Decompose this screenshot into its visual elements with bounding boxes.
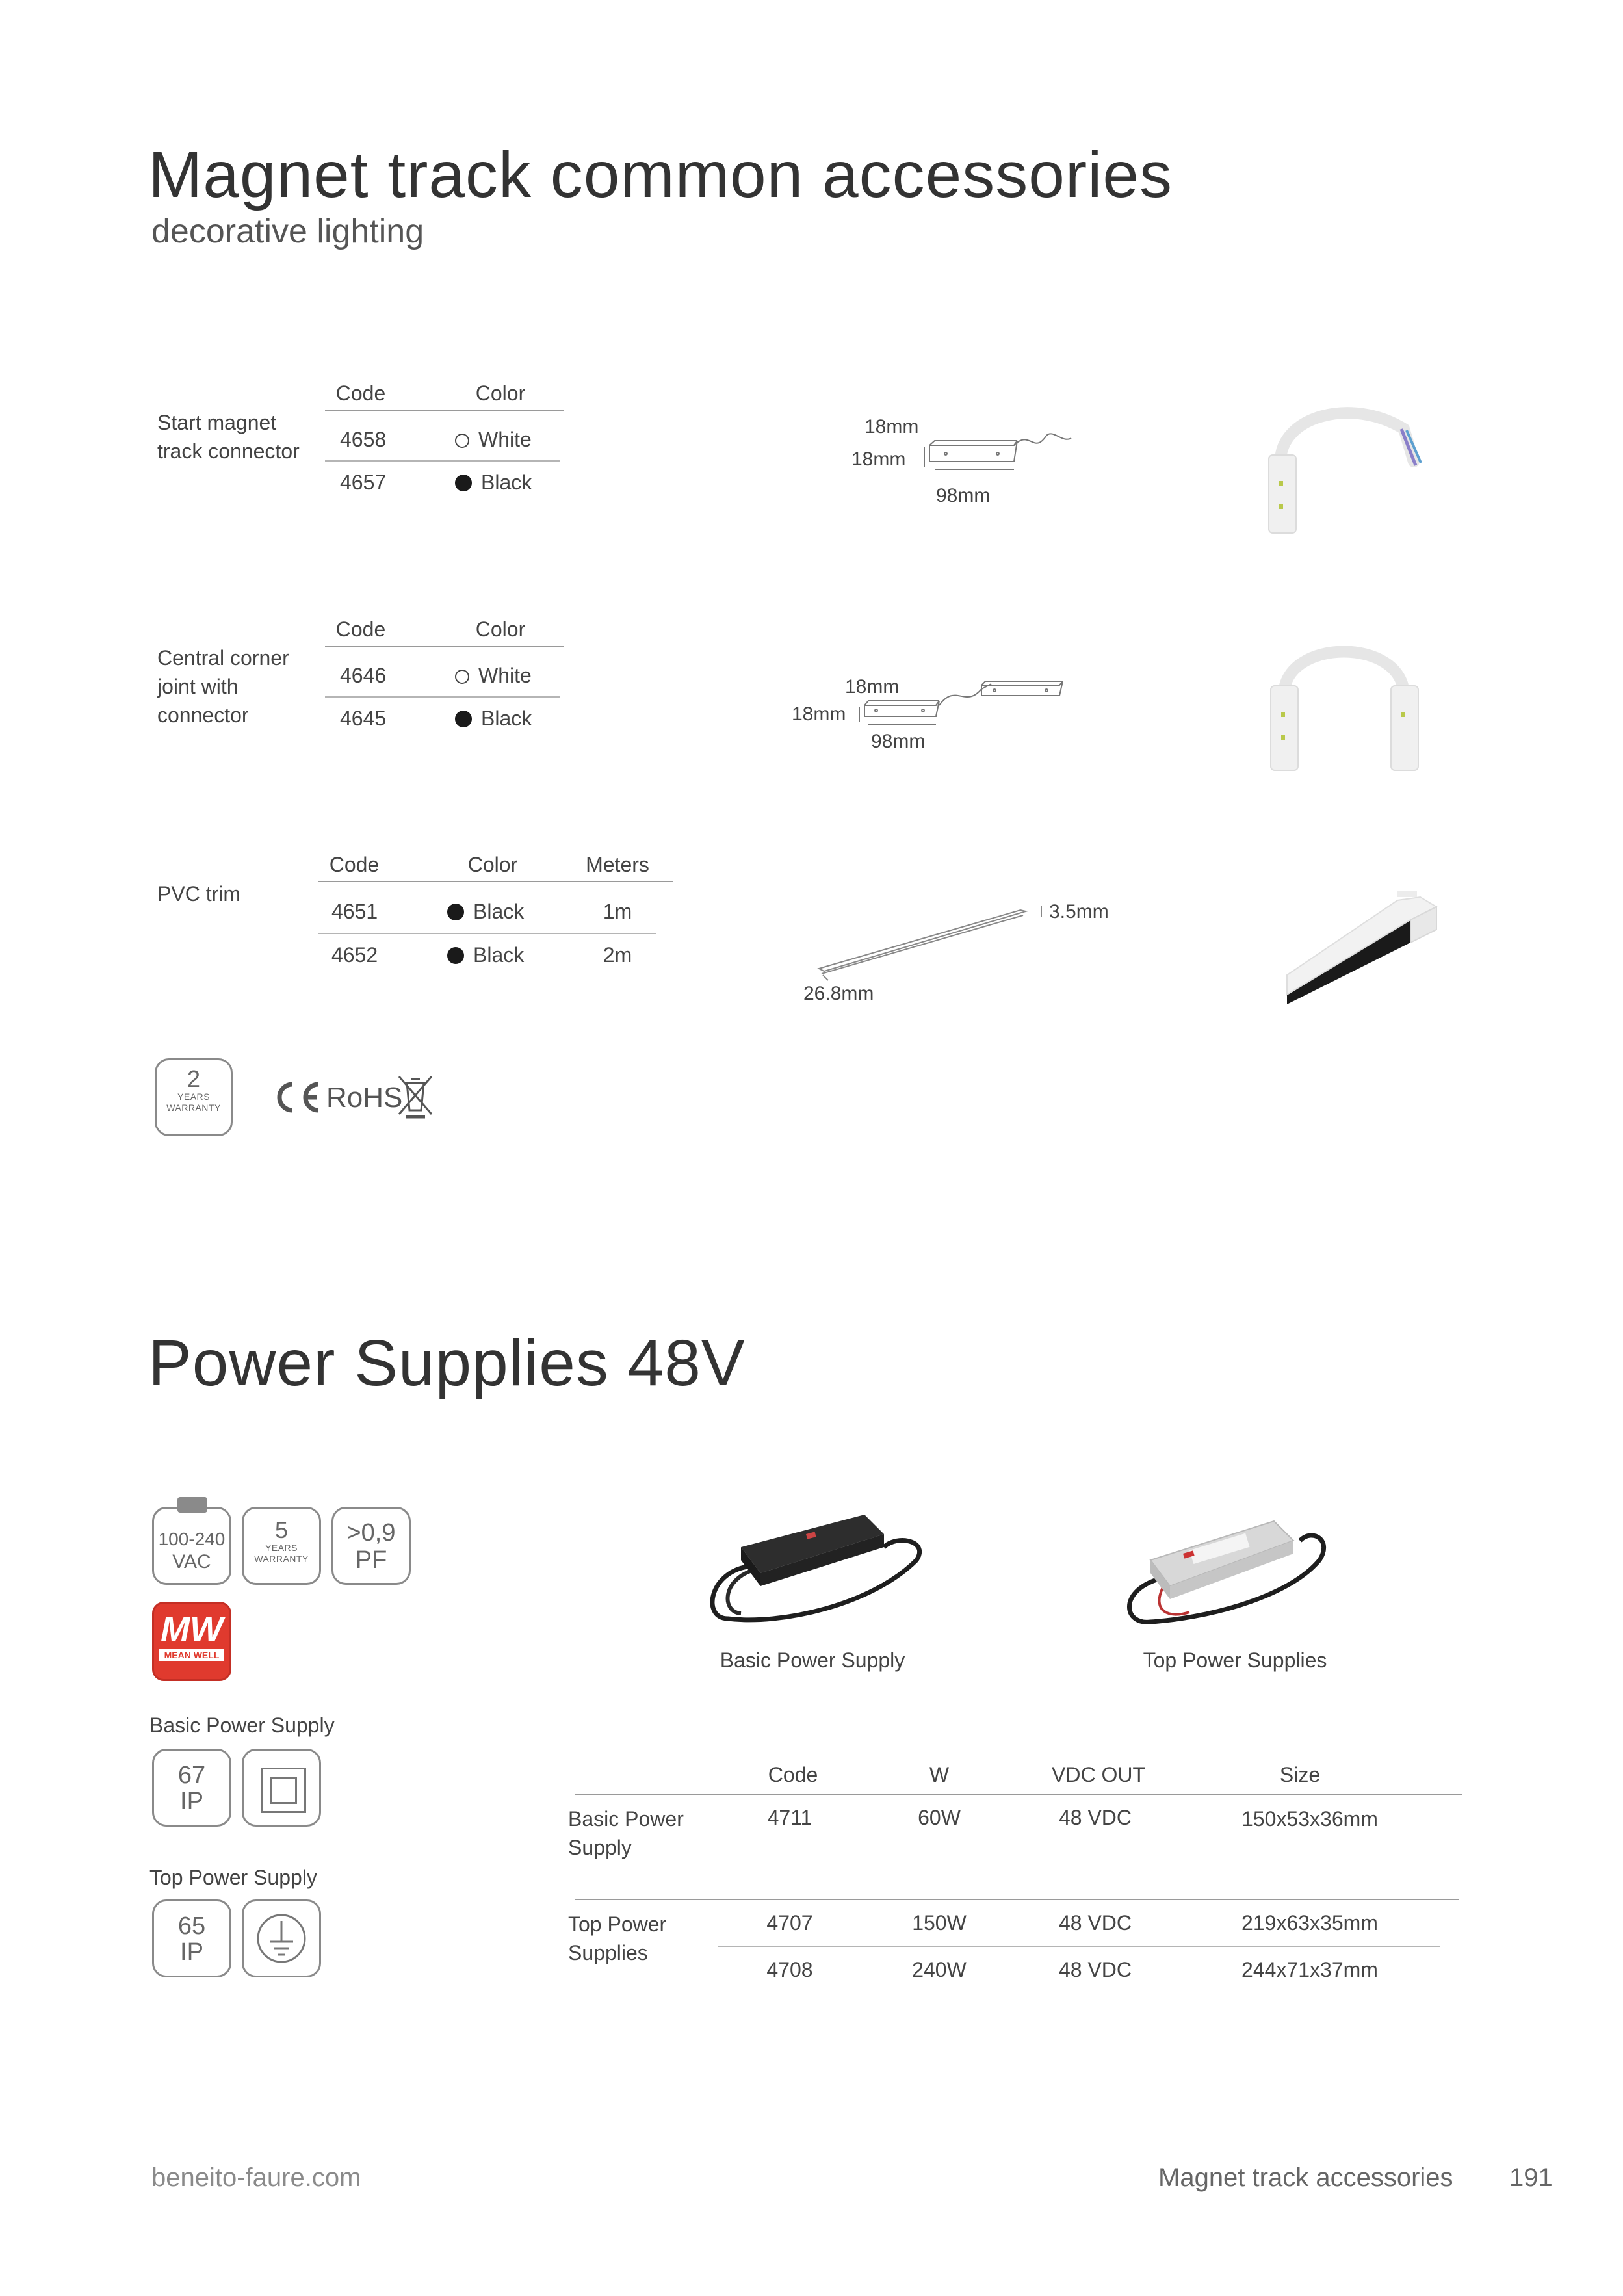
corner-header-color: Color xyxy=(475,618,526,641)
ce-mark-icon xyxy=(272,1079,322,1115)
row-vdc: 48 VDC xyxy=(1058,1958,1132,1981)
power-section-title: Power Supplies 48V xyxy=(148,1327,746,1400)
corner-name-line1: Central corner xyxy=(157,646,289,670)
white-swatch-icon xyxy=(455,670,469,684)
top-power-supply-photo xyxy=(1118,1489,1339,1638)
start-header-rule xyxy=(325,410,564,411)
row-size: 244x71x37mm xyxy=(1241,1958,1378,1981)
corner-row-color: Black xyxy=(455,707,532,731)
ground-symbol-icon xyxy=(242,1899,321,1977)
start-connector-drawing xyxy=(916,429,1072,481)
footer-page-number: 191 xyxy=(1509,2163,1553,2192)
start-header-code: Code xyxy=(335,382,386,405)
pvc-trim-drawing xyxy=(812,897,1046,988)
dim-width: 18mm xyxy=(851,449,906,470)
corner-connector-drawing xyxy=(851,676,1072,735)
row-w: 240W xyxy=(912,1958,967,1981)
trim-row-code: 4652 xyxy=(331,943,378,967)
trim-row-rule xyxy=(318,933,656,934)
trim-header-color: Color xyxy=(467,853,518,876)
group-rule xyxy=(575,1899,1459,1900)
black-swatch-icon xyxy=(447,904,464,920)
basic-photo-caption: Basic Power Supply xyxy=(720,1649,905,1672)
trim-header-meters: Meters xyxy=(586,853,649,876)
row-vdc: 48 VDC xyxy=(1058,1806,1132,1829)
corner-header-code: Code xyxy=(335,618,386,641)
start-row-color: White xyxy=(455,428,532,452)
row-vdc: 48 VDC xyxy=(1058,1911,1132,1935)
footer-website-link[interactable]: beneito-faure.com xyxy=(151,2163,361,2192)
black-swatch-icon xyxy=(447,947,464,964)
corner-connector-photo xyxy=(1254,624,1436,780)
pvc-trim-photo xyxy=(1280,891,1443,1008)
header-w: W xyxy=(929,1763,950,1786)
basic-power-supply-photo xyxy=(702,1489,923,1638)
start-row-code: 4658 xyxy=(340,428,387,451)
row-size: 219x63x35mm xyxy=(1241,1911,1378,1935)
dim-height: 3.5mm xyxy=(1049,901,1109,922)
corner-header-rule xyxy=(325,646,564,647)
corner-row-code: 4645 xyxy=(340,707,387,730)
header-code: Code xyxy=(768,1763,818,1786)
trim-row-color: Black xyxy=(447,943,524,967)
start-row-color: Black xyxy=(455,471,532,495)
trim-row-color: Black xyxy=(447,900,524,924)
warranty-2-years-badge: 2 YEARS WARRANTY xyxy=(155,1058,233,1136)
row-code: 4707 xyxy=(766,1911,813,1935)
dim-height: 18mm xyxy=(864,416,919,437)
input-voltage-badge: 100-240 VAC xyxy=(152,1507,231,1585)
trim-name: PVC trim xyxy=(157,882,240,906)
top-group-label: Supplies xyxy=(568,1941,648,1964)
corner-row-code: 4646 xyxy=(340,664,387,687)
dim-width: 18mm xyxy=(792,703,846,725)
row-w: 150W xyxy=(912,1911,967,1935)
corner-name-line3: connector xyxy=(157,703,249,727)
dim-length: 98mm xyxy=(936,485,991,506)
start-row-code: 4657 xyxy=(340,471,387,494)
row-size: 150x53x36mm xyxy=(1241,1807,1378,1831)
white-swatch-icon xyxy=(455,434,469,448)
header-rule xyxy=(575,1794,1462,1795)
warranty-5-years-badge: 5 YEARS WARRANTY xyxy=(242,1507,321,1585)
start-header-color: Color xyxy=(475,382,526,405)
dim-width: 26.8mm xyxy=(803,983,874,1004)
mean-well-logo: MW MEAN WELL xyxy=(152,1602,231,1681)
header-size: Size xyxy=(1279,1763,1321,1786)
ip67-badge: 67 IP xyxy=(152,1749,231,1827)
basic-group-label: Basic Power xyxy=(568,1807,684,1831)
dim-length: 98mm xyxy=(871,731,926,752)
top-supply-label: Top Power Supply xyxy=(149,1866,317,1889)
footer-section-name: Magnet track accessories xyxy=(1158,2163,1453,2192)
row-code: 4711 xyxy=(767,1806,812,1829)
trim-header-rule xyxy=(318,881,673,882)
page-title: Magnet track common accessories xyxy=(148,138,1173,211)
row-rule xyxy=(718,1946,1440,1947)
top-photo-caption: Top Power Supplies xyxy=(1143,1649,1327,1672)
trim-row-code: 4651 xyxy=(331,900,378,923)
start-name-line2: track connector xyxy=(157,439,300,463)
corner-row-color: White xyxy=(455,664,532,688)
rohs-label: RoHS xyxy=(326,1082,403,1114)
weee-bin-icon xyxy=(396,1074,434,1121)
trim-row-meters: 2m xyxy=(603,943,632,967)
dim-height: 18mm xyxy=(845,676,900,698)
basic-group-label: Supply xyxy=(568,1836,632,1859)
page-subtitle: decorative lighting xyxy=(151,213,424,250)
trim-header-code: Code xyxy=(329,853,380,876)
start-name-line1: Start magnet xyxy=(157,411,277,434)
start-connector-photo xyxy=(1254,390,1436,540)
row-code: 4708 xyxy=(766,1958,813,1981)
row-w: 60W xyxy=(918,1806,961,1829)
class-ii-insulation-icon xyxy=(242,1749,321,1827)
plug-icon xyxy=(177,1497,207,1513)
top-group-label: Top Power xyxy=(568,1912,667,1936)
basic-supply-label: Basic Power Supply xyxy=(149,1714,335,1737)
header-vdc-out: VDC OUT xyxy=(1052,1763,1145,1786)
corner-row-rule xyxy=(325,696,560,698)
black-swatch-icon xyxy=(455,475,472,491)
trim-row-meters: 1m xyxy=(603,900,632,923)
ip65-badge: 65 IP xyxy=(152,1899,231,1977)
power-factor-badge: >0,9 PF xyxy=(331,1507,411,1585)
start-row-rule xyxy=(325,460,560,462)
black-swatch-icon xyxy=(455,711,472,727)
corner-name-line2: joint with xyxy=(157,675,239,698)
